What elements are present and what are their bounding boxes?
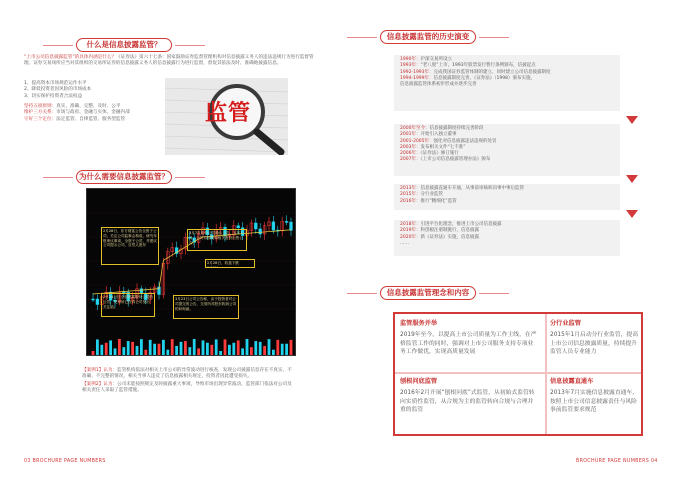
annotation-box: 2月28日，收盘下跌5.29%。: [205, 259, 255, 268]
case-note: 【案例1】认为：监管机构依法对相关上市公司的异常波动进行核查，发现公司披露信息存在不真实、不准确、不完整的情况，相关当事人违反了信息披露相关规定，投资者因此遭受损失。: [82, 368, 292, 380]
candle-body: [254, 223, 257, 229]
volume-bar: [202, 340, 205, 355]
card-title: 信息披露直通车: [550, 378, 594, 385]
card-text: 2015年1月启动分行业监管，提高上市公司信息披露质量，持续提升监管人员专业能力: [550, 332, 639, 356]
section3-title: 信息披露监管的历史演变: [380, 30, 476, 44]
principle-item: 守好三个定位：法定监管、自律监管、服务型监管: [24, 116, 126, 122]
volume-bar: [122, 347, 125, 355]
volume-bar: [193, 339, 196, 355]
candle-body: [237, 226, 240, 228]
card-title: 监管服务并举: [400, 320, 438, 327]
volume-bar: [272, 350, 275, 355]
volume-bar: [109, 340, 112, 355]
volume-bar: [206, 343, 209, 355]
card-title: 刨根问底监管: [400, 378, 438, 385]
case-notes: [82, 368, 296, 395]
annotation-box: 3月7日股份公司确认公告，本年7月，公司持续发布相关股份出售公告。: [187, 229, 247, 251]
volume-bar: [184, 341, 187, 355]
volume-bar: [224, 339, 227, 355]
volume-bar: [180, 342, 183, 355]
candle-body: [96, 299, 99, 305]
volume-bar: [259, 342, 262, 355]
volume-bar: [127, 341, 130, 355]
principle-item: 维护三方关系：市场与政府、金融与实体、金融内部: [24, 110, 130, 116]
points-list: [24, 81, 164, 100]
volume-bar: [131, 342, 134, 355]
volume-bar: [276, 340, 279, 355]
section4-title: 信息披露监管理念和内容: [380, 286, 476, 300]
volume-bar: [210, 345, 213, 355]
candle-body: [92, 299, 95, 300]
candle-body: [259, 229, 262, 234]
volume-bar: [241, 348, 244, 355]
volume-bar: [118, 339, 121, 355]
volume-bar: [96, 339, 99, 355]
volume-bar: [144, 350, 147, 355]
card-text: 2016年2月开展“刨根问底”式监管，从初始式监管转向实质性监管，从合规为主的监管转向合规与合理并重的监管: [400, 390, 535, 414]
timeline-group-2: 2000年至今：信息披露制度持续完善阶段 2001年：开始引入独立董事 2001-2005年：强化对信息披露违法违规的处罚 2003年：发布相关文件“七不准” 2006年：《证券法》修订施行 2007年：《上市公司信息披露管理办法》颁布: [394, 124, 620, 176]
candle-body: [290, 222, 293, 230]
annotation-box: 2月28日，东方财富公告全资子公司，关注公司监事会构成，研究年报审议事项，全资子公司，并建议公司提示公司，自然人股东: [101, 227, 159, 265]
volume-bar: [254, 341, 257, 355]
timeline-arrow: [626, 210, 638, 218]
volume-bar: [237, 340, 240, 355]
principles-list: [24, 104, 174, 123]
volume-bar: [197, 348, 200, 355]
volume-bar: [228, 345, 231, 355]
volume-bar: [215, 339, 218, 355]
volume-bar: [158, 344, 161, 355]
volume-bar: [140, 339, 143, 355]
volume-bar: [219, 351, 222, 355]
chart-bg: [87, 189, 296, 356]
annotation-box: 3月23日公司公告称，由于投资者对公司提交的公告，交易所对股东收到公司的问询函。: [173, 295, 239, 319]
timeline-group-1: 1990年：沪深交易所设立 1993年：“老八股”上市，1993年股票发行暂行条例颁布，信披起点 1992-1993年：完成我国证券监管体制的建立，同时建立公司信息披露制度 1994-1999年：信息披露制度完善，《证券法》（1998）颁布实施， 信息披露监管体系初步形成并逐步完善: [394, 55, 620, 111]
card-text: 2019年至今，以提高上市公司质量为工作主线，在严格监管工作的同时，强调对上市公司服务支持专项业务工作做优，实现高质量发展: [400, 332, 537, 356]
annotation-box: 2月24日日全部披露股份公司的公告，交易所已经向公司发出关注函。: [101, 293, 155, 317]
card-industry-regulation: [550, 320, 638, 357]
point-item: 1、提高资本市场规范运作水平: [24, 81, 87, 86]
card-root-cause-regulation: [400, 378, 538, 415]
card-title: 分行业监管: [550, 320, 581, 327]
volume-bar: [250, 347, 253, 355]
volume-bar: [149, 340, 152, 355]
left-page-footer: 03 BROCHURE PAGE NUMBERS: [24, 459, 106, 464]
timeline-group-4: 2018年：引进平台化理念，推进上市公司信息披露 2019年：科创板注册制施行，信息披露 2020年：新《证券法》实施，信息披露 ……: [394, 220, 620, 256]
volume-bar: [114, 348, 117, 355]
regulation-photo: [165, 78, 288, 155]
volume-bar: [268, 339, 271, 355]
section2-title: 为什么需要信息披露监管？: [76, 170, 172, 184]
stock-chart: [86, 188, 296, 356]
volume-bar: [136, 346, 139, 355]
intro-text: 《证券法》第六十七条：国家鼓励证券监督管理机构对信息披露义务人的违法违规行为进行监督管理。证券交易场所应当对其组织的交易所证券的信息披露义务人的信息披露行为进行监督，督促其依法及时、准确地披露信息。: [24, 55, 314, 67]
card-service-regulation: [400, 320, 538, 357]
banner-text: 监管: [205, 101, 252, 126]
volume-bar: [232, 343, 235, 355]
case-note: 【案例2】认为：公司未能按照规定及时披露重大事项，导致市场出现异常波动，监管部门依法对公司及相关责任人采取了监管措施。: [82, 381, 292, 394]
volume-bar: [175, 346, 178, 355]
candle-body: [285, 221, 288, 222]
volume-bar: [162, 340, 165, 355]
point-item: 2、降低投资者因风险的市场成本: [24, 87, 92, 93]
volume-bar: [153, 344, 156, 355]
volume-bar: [105, 343, 108, 355]
candle-body: [272, 222, 275, 230]
volume-bar: [188, 347, 191, 355]
timeline-arrow: [626, 116, 638, 124]
volume-bar: [285, 344, 288, 355]
card-text: 2013年7月实施信息披露直通车，按照上市公司信息披露责任与风险事前监管要求规范: [550, 390, 639, 414]
kline-chart: [87, 189, 296, 356]
volume-bar: [246, 339, 249, 355]
timeline-group-3: 2013年：信息披露直通车开通，从事前审核转向事中事后监管 2015年：分行业监管 2016年：推行“精细化”监管: [394, 184, 620, 210]
volume-bar: [281, 344, 284, 355]
principle-item: 坚持五项原则：真实、准确、完整、及时、公平: [24, 104, 121, 109]
volume-bar: [100, 345, 103, 355]
section1-title: 什么是信息披露监管？: [76, 38, 172, 52]
point-item: 3、切实保护投资者合法权益: [24, 93, 83, 99]
volume-bar: [92, 351, 95, 355]
right-page-footer: BROCHURE PAGE NUMBERS 04: [576, 459, 658, 464]
intro-paragraph: [24, 55, 320, 68]
timeline-arrow: [626, 175, 638, 183]
intro-question: “上市公司信息披露监管”的具体内涵是什么？: [24, 55, 117, 60]
volume-bar: [290, 340, 293, 355]
volume-bar: [263, 346, 266, 355]
card-direct-disclosure: [550, 378, 638, 415]
volume-bar: [171, 339, 174, 355]
volume-bar: [166, 350, 169, 355]
